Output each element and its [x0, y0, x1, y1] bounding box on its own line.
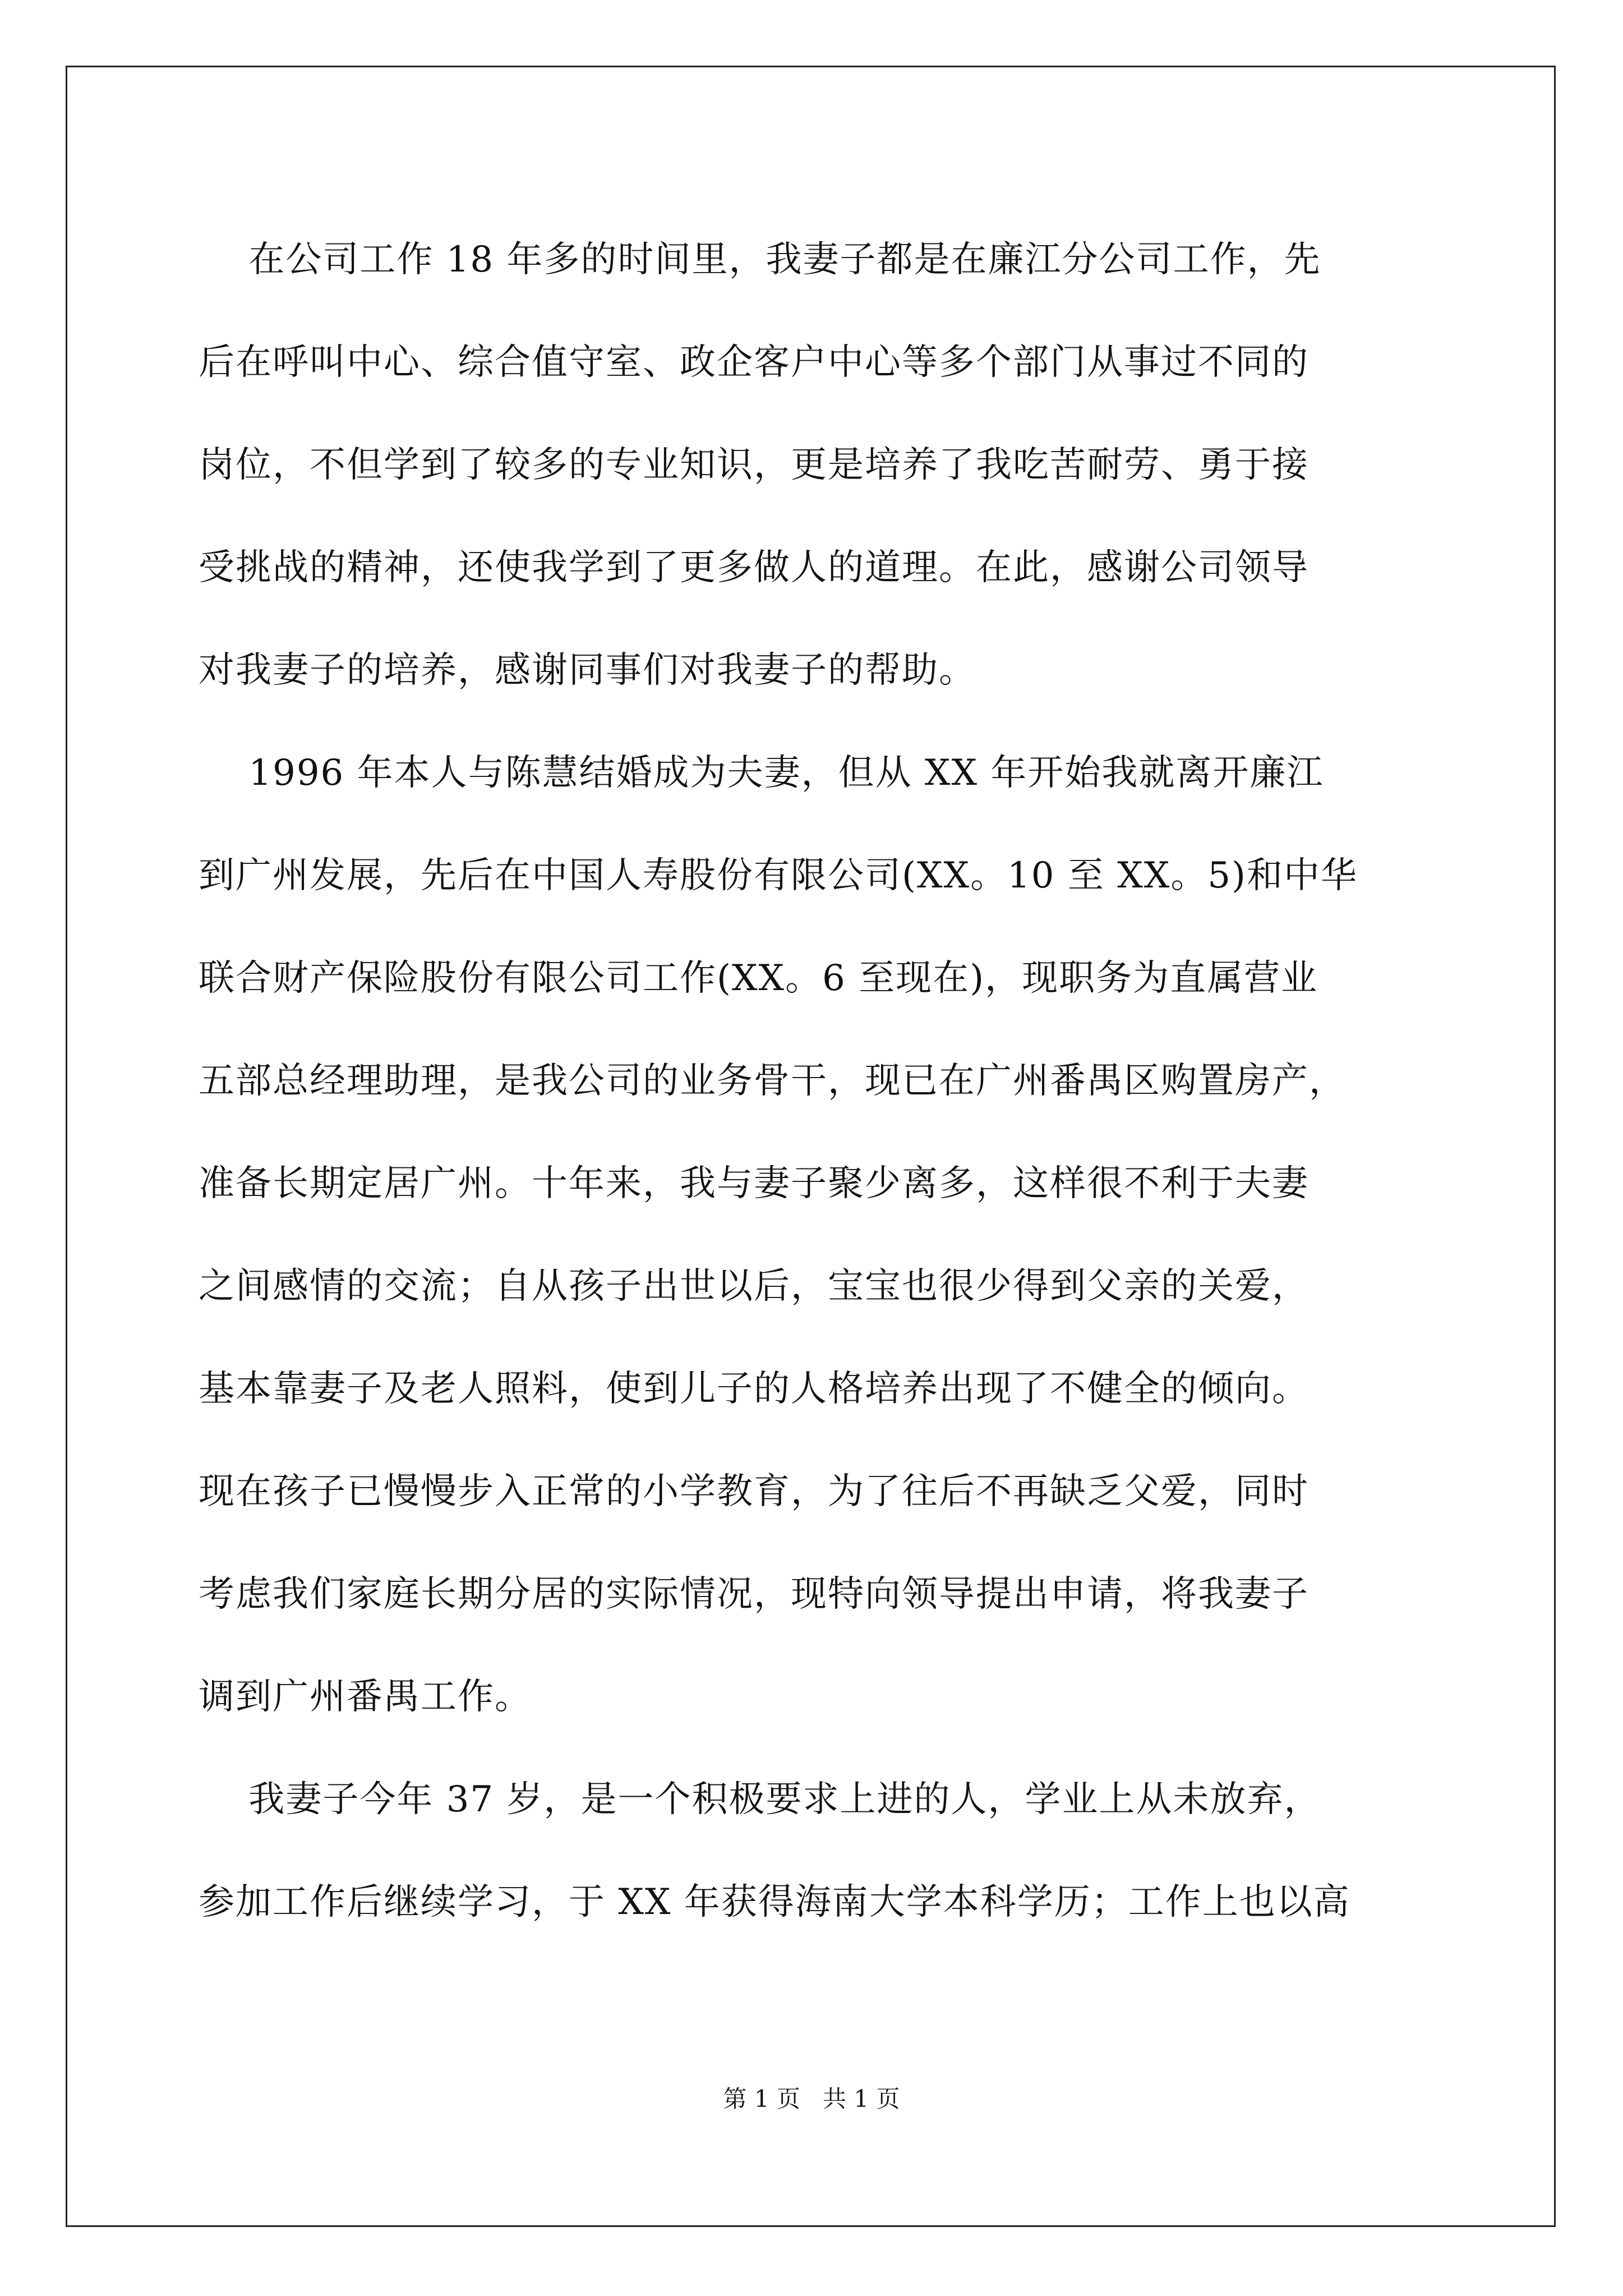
paragraph-2-line-2: 到广州发展，先后在中国人寿股份有限公司(XX。10 至 XX。5)和中华	[199, 855, 1358, 896]
paragraph-2-line-10: 调到广州番禺工作。	[199, 1676, 532, 1718]
paragraph-1-line-1: 在公司工作 18 年多的时间里，我妻子都是在廉江分公司工作，先	[199, 239, 1321, 280]
paragraph-2-line-6: 之间感情的交流；自从孩子出世以后，宝宝也很少得到父亲的关爱，	[199, 1266, 1309, 1307]
paragraph-2-line-9: 考虑我们家庭长期分居的实际情况，现特向领导提出申请，将我妻子	[199, 1573, 1309, 1615]
paragraph-2-line-3: 联合财产保险股份有限公司工作(XX。6 至现在)，现职务为直属营业	[199, 958, 1318, 999]
paragraph-1-line-5: 对我妻子的培养，感谢同事们对我妻子的帮助。	[199, 650, 976, 691]
paragraph-1-line-2: 后在呼叫中心、综合值守室、政企客户中心等多个部门从事过不同的	[199, 342, 1309, 383]
paragraph-2-line-1: 1996 年本人与陈慧结婚成为夫妻，但从 XX 年开始我就离开廉江	[199, 752, 1324, 794]
paragraph-3-line-2: 参加工作后继续学习，于 XX 年获得海南大学本科学历；工作上也以高	[199, 1881, 1350, 1923]
paragraph-2-line-7: 基本靠妻子及老人照料，使到儿子的人格培养出现了不健全的倾向。	[199, 1368, 1309, 1410]
paragraph-1-line-3: 岗位，不但学到了较多的专业知识，更是培养了我吃苦耐劳、勇于接	[199, 444, 1309, 486]
paragraph-2-line-4: 五部总经理助理，是我公司的业务骨干，现已在广州番禺区购置房产，	[199, 1060, 1346, 1102]
document-body	[199, 209, 1427, 1954]
paragraph-2-line-8: 现在孩子已慢慢步入正常的小学教育，为了往后不再缺乏父爱，同时	[199, 1471, 1309, 1512]
paragraph-3-line-1: 我妻子今年 37 岁，是一个积极要求上进的人，学业上从未放弃，	[199, 1779, 1321, 1820]
page-number-footer: 第 1 页 共 1 页	[723, 2085, 900, 2113]
paragraph-1-line-4: 受挑战的精神，还使我学到了更多做人的道理。在此，感谢公司领导	[199, 547, 1309, 588]
paragraph-2-line-5: 准备长期定居广州。十年来，我与妻子聚少离多，这样很不利于夫妻	[199, 1163, 1309, 1204]
